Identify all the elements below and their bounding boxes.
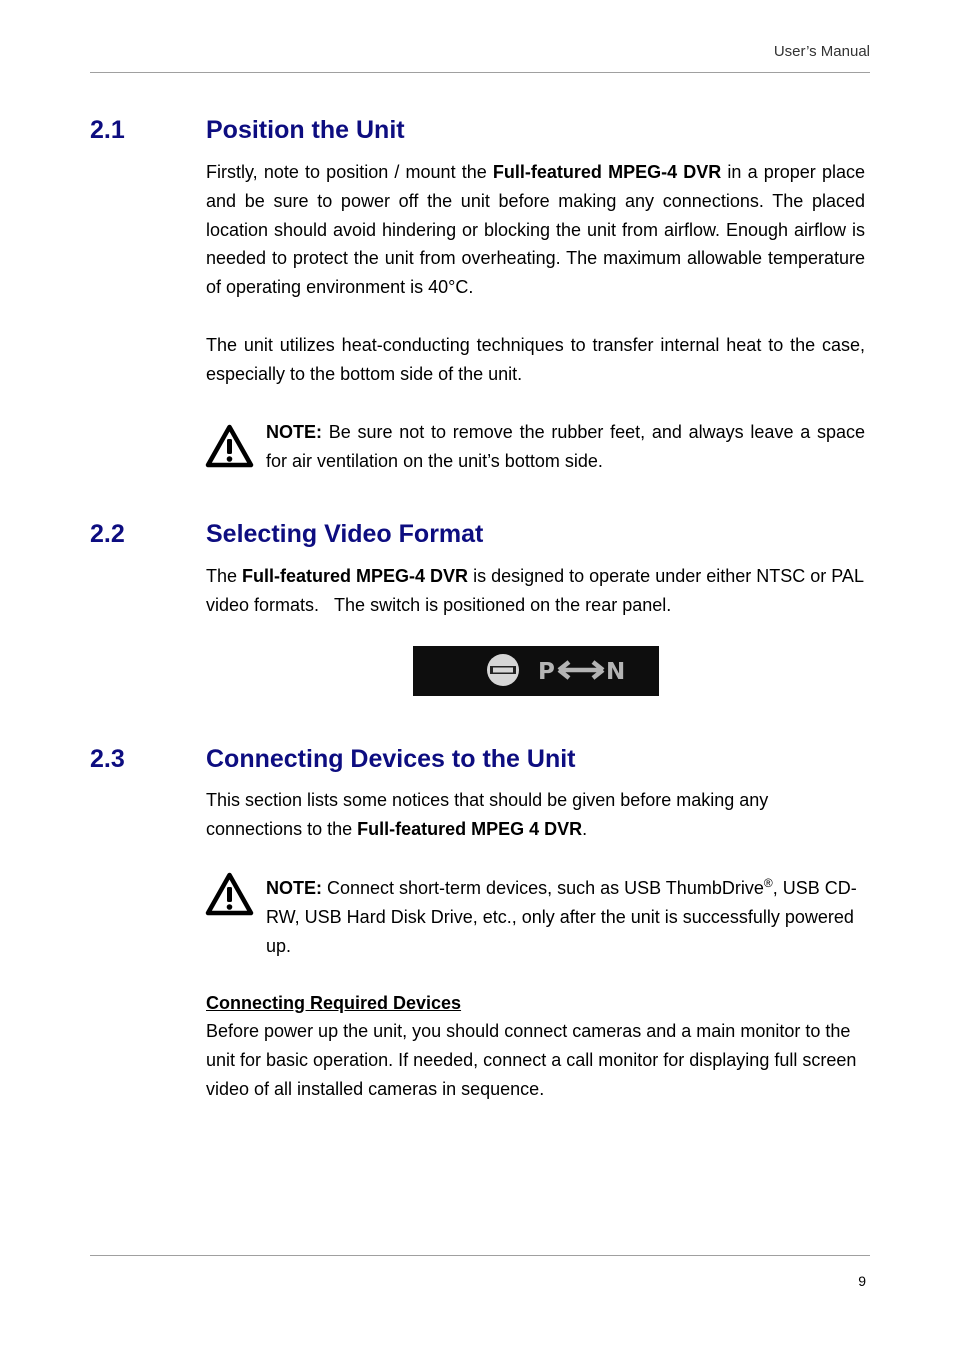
- note-short-term-devices: [266, 874, 865, 960]
- note-label: NOTE:: [266, 878, 322, 898]
- product-name: Full-featured MPEG-4 DVR: [242, 566, 469, 586]
- text-run: .: [582, 818, 588, 839]
- registered-mark: ®: [763, 876, 773, 890]
- footer-divider: [90, 1255, 870, 1256]
- switch-graphic: [413, 646, 659, 696]
- page-number: 9: [858, 1273, 866, 1289]
- paragraph-connection-notices: [206, 786, 865, 844]
- section-title-video-format: Selecting Video Format: [206, 520, 484, 548]
- product-name: Full-featured MPEG 4 DVR: [357, 818, 583, 839]
- video-format-switch-image: [413, 646, 659, 696]
- note-text: Connect short-term devices, such as USB ThumbDrive: [322, 878, 764, 898]
- paragraph-video-format: [206, 562, 865, 620]
- note-rubber-feet: [266, 418, 865, 476]
- paragraph-heat-conducting: The unit utilizes heat-conducting techniques to transfer internal heat to the case, especially to the bottom side of the unit.: [206, 335, 865, 384]
- note-text: Be sure not to remove the rubber feet, and always leave a space for air ventilation on the unit’s bottom side.: [266, 422, 865, 471]
- warning-triangle-icon: [205, 872, 254, 916]
- warning-triangle-icon: [205, 424, 254, 468]
- note-label: NOTE:: [266, 422, 322, 442]
- paragraph-required-devices: Before power up the unit, you should connect cameras and a main monitor to the unit for basic operation. If needed, connect a call monitor for displaying full screen video of all installed cameras in sequence.: [206, 1021, 857, 1099]
- section-title-connecting-devices: Connecting Devices to the Unit: [206, 745, 576, 773]
- double-arrow-icon: [559, 662, 603, 678]
- text-run: This section lists some notices that should be given before making any connections to the: [206, 790, 769, 839]
- text-run: The: [206, 566, 243, 586]
- running-header: User’s Manual: [773, 43, 870, 60]
- subheading-required-devices: Connecting Required Devices: [206, 993, 462, 1013]
- note-text: , USB CD-RW, USB Hard Disk Drive, etc., only after the unit is successfully powered up.: [266, 878, 857, 956]
- paragraph-position-intro: [206, 158, 865, 302]
- text-run: Firstly, note to position / mount the: [206, 162, 493, 182]
- header-divider: [90, 72, 870, 73]
- text-run: is designed to operate under either NTSC or PAL video formats. The switch is positioned on the rear panel.: [206, 566, 864, 615]
- ntsc-label: N: [606, 659, 626, 685]
- section-number-2-1: 2.1: [90, 116, 125, 144]
- section-number-2-3: 2.3: [90, 745, 125, 773]
- section-title-position-unit: Position the Unit: [206, 116, 405, 144]
- text-run: in a proper place and be sure to power off the unit before making any connections. The placed location should avoid hindering or blocking the unit from airflow. Enough airflow is needed to protect the unit from overheating. The maximum allowable temperature of operating environment is 40°C.: [206, 162, 865, 298]
- pal-label: P: [538, 659, 555, 685]
- product-name: Full-featured MPEG-4 DVR: [492, 162, 722, 182]
- section-number-2-2: 2.2: [90, 520, 125, 548]
